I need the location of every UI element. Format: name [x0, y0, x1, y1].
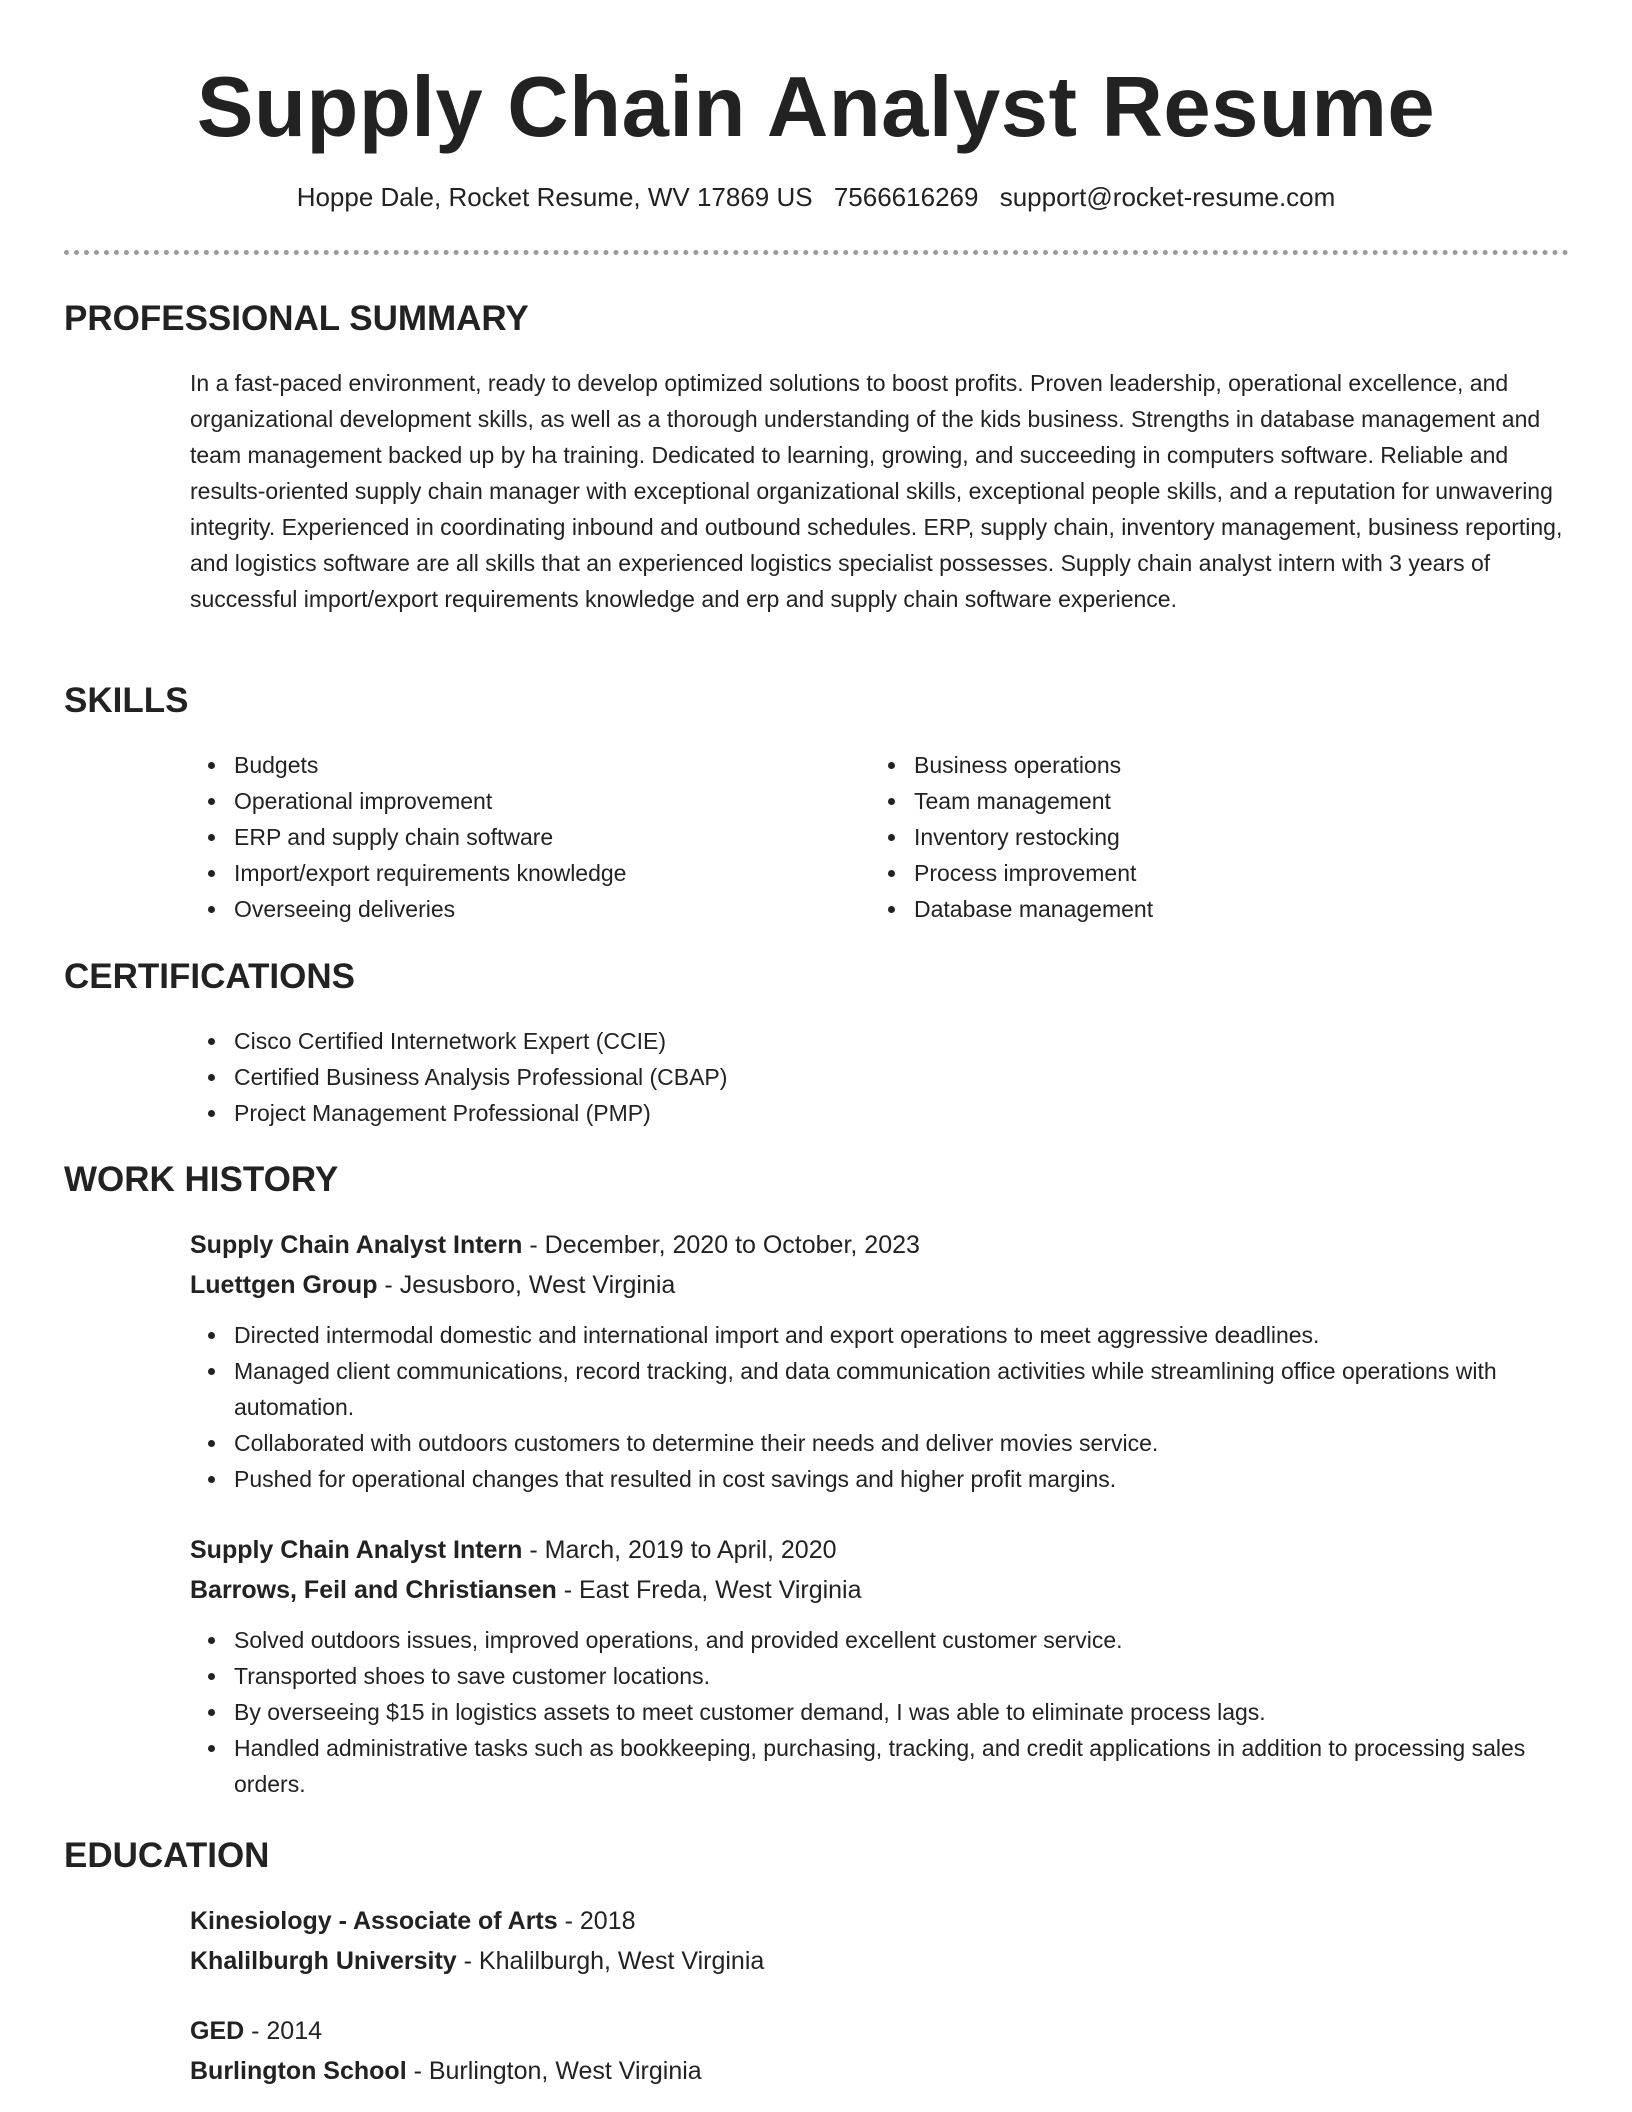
certifications-list-wrap: [190, 1023, 1490, 1131]
skill-item: ERP and supply chain software: [234, 819, 830, 855]
education-school: Burlington School: [190, 2057, 407, 2085]
job-bullet: Handled administrative tasks such as bookkeeping, purchasing, tracking, and credit applications in addition to processing sales orders.: [234, 1730, 1572, 1802]
education-entry: [190, 1901, 1572, 1981]
education-degree-line: [190, 2011, 1572, 2051]
job-bullet: Transported shoes to save customer locations.: [234, 1658, 1572, 1694]
job-title: Supply Chain Analyst Intern: [190, 1536, 523, 1564]
job-company: Barrows, Feil and Christiansen: [190, 1576, 557, 1604]
contact-phone: 7566616269: [833, 182, 979, 212]
skill-item: Team management: [914, 783, 1510, 819]
job-bullet: Managed client communications, record tracking, and data communication activities while streamlining office operations with automation.: [234, 1353, 1572, 1425]
header-divider: [64, 250, 1569, 255]
education-location: - Burlington, West Virginia: [406, 2057, 702, 2085]
certification-item: Cisco Certified Internetwork Expert (CCIE): [234, 1023, 1490, 1059]
skill-item: Budgets: [234, 747, 830, 783]
certifications-heading: CERTIFICATIONS: [64, 957, 356, 996]
contact-line: [0, 180, 1632, 214]
skills-column-right: [870, 747, 1510, 927]
job-company-line: [190, 1265, 1572, 1305]
skill-item: Overseeing deliveries: [234, 891, 830, 927]
education-school-line: [190, 2051, 1572, 2091]
job-location: - East Freda, West Virginia: [556, 1576, 862, 1604]
job-title-line: [190, 1225, 1572, 1265]
education-degree: Kinesiology - Associate of Arts: [190, 1907, 558, 1935]
job-bullets: [190, 1622, 1572, 1802]
skills-heading: SKILLS: [64, 681, 189, 720]
education-year: - 2014: [244, 2017, 323, 2045]
skill-item: Business operations: [914, 747, 1510, 783]
certification-item: Certified Business Analysis Professional (CBAP): [234, 1059, 1490, 1095]
job-company: Luettgen Group: [190, 1271, 378, 1299]
education-location: - Khalilburgh, West Virginia: [456, 1947, 765, 1975]
certifications-list: [190, 1023, 1490, 1131]
skills-list-left: [190, 747, 830, 927]
education-year: - 2018: [557, 1907, 636, 1935]
job-title-line: [190, 1530, 1572, 1570]
certification-item: Project Management Professional (PMP): [234, 1095, 1490, 1131]
work-history-heading: WORK HISTORY: [64, 1160, 339, 1199]
skill-item: Inventory restocking: [914, 819, 1510, 855]
job-bullet: Directed intermodal domestic and international import and export operations to meet aggressive deadlines.: [234, 1317, 1572, 1353]
skill-item: Process improvement: [914, 855, 1510, 891]
skill-item: Database management: [914, 891, 1510, 927]
education-degree: GED: [190, 2017, 245, 2045]
skills-column-left: [190, 747, 830, 927]
skill-item: Operational improvement: [234, 783, 830, 819]
summary-heading: PROFESSIONAL SUMMARY: [64, 299, 529, 338]
education-school: Khalilburgh University: [190, 1947, 457, 1975]
job-bullet: Collaborated with outdoors customers to determine their needs and deliver movies service.: [234, 1425, 1572, 1461]
job-bullets: [190, 1317, 1572, 1497]
education-degree-line: [190, 1901, 1572, 1941]
summary-text: In a fast-paced environment, ready to develop optimized solutions to boost profits. Proven leadership, operational excellence, and organizational development skills, as well as a thorough understanding of the kids business. Strengths in database management and team management backed up by ha training. Dedicated to learning, growing, and succeeding in computers software. Reliable and results-oriented supply chain manager with exceptional organizational skills, exceptional people skills, and a reputation for unwavering integrity. Experienced in coordinating inbound and outbound schedules. ERP, supply chain, inventory management, business reporting, and logistics software are all skills that an experienced logistics specialist possesses. Supply chain analyst intern with 3 years of successful import/export requirements knowledge and erp and supply chain software experience.: [190, 370, 1563, 612]
job-entry: [190, 1225, 1572, 1497]
job-company-line: [190, 1570, 1572, 1610]
job-bullet: By overseeing $15 in logistics assets to meet customer demand, I was able to eliminate process lags.: [234, 1694, 1572, 1730]
job-title: Supply Chain Analyst Intern: [190, 1231, 523, 1259]
job-bullet: Pushed for operational changes that resulted in cost savings and higher profit margins.: [234, 1461, 1572, 1497]
job-dates: - December, 2020 to October, 2023: [522, 1231, 920, 1259]
skill-item: Import/export requirements knowledge: [234, 855, 830, 891]
job-dates: - March, 2019 to April, 2020: [522, 1536, 837, 1564]
job-entry: [190, 1530, 1572, 1802]
education-heading: EDUCATION: [64, 1836, 270, 1875]
contact-email: support@rocket-resume.com: [999, 182, 1336, 212]
resume-title: Supply Chain Analyst Resume: [196, 60, 1436, 155]
job-bullet: Solved outdoors issues, improved operations, and provided excellent customer service.: [234, 1622, 1572, 1658]
job-location: - Jesusboro, West Virginia: [377, 1271, 676, 1299]
education-school-line: [190, 1941, 1572, 1981]
contact-address: Hoppe Dale, Rocket Resume, WV 17869 US: [296, 182, 813, 212]
education-entry: [190, 2011, 1572, 2091]
skills-list-right: [870, 747, 1510, 927]
